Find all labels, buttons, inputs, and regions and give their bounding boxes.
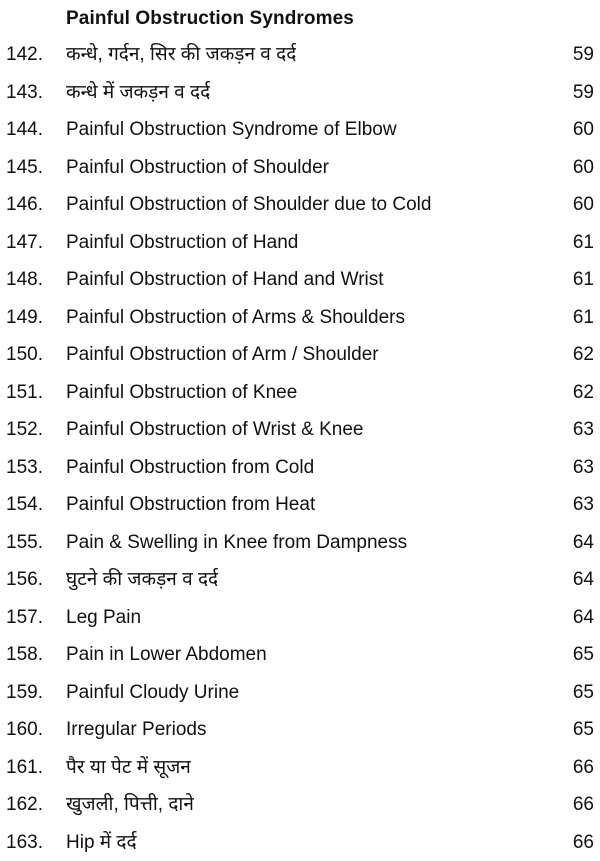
entry-number: 149. <box>6 299 43 337</box>
toc-entry <box>0 74 600 112</box>
entry-page-number: 62 <box>573 336 594 374</box>
entry-page-number: 59 <box>573 36 594 74</box>
toc-entry <box>0 374 600 412</box>
entry-title: Painful Obstruction Syndrome of Elbow <box>66 111 397 149</box>
entry-page-number: 66 <box>573 786 594 824</box>
toc-entry <box>0 636 600 674</box>
entry-page-number: 64 <box>573 561 594 599</box>
entry-page-number: 63 <box>573 486 594 524</box>
entry-title: Painful Obstruction of Shoulder <box>66 149 329 187</box>
entry-number: 143. <box>6 74 43 112</box>
toc-entry <box>0 486 600 524</box>
toc-entry <box>0 749 600 787</box>
toc-list <box>0 36 600 861</box>
entry-number: 145. <box>6 149 43 187</box>
entry-page-number: 65 <box>573 636 594 674</box>
toc-entry <box>0 224 600 262</box>
entry-title: Painful Obstruction of Hand <box>66 224 298 262</box>
entry-number: 157. <box>6 599 43 637</box>
toc-entry <box>0 186 600 224</box>
entry-page-number: 61 <box>573 261 594 299</box>
entry-number: 153. <box>6 449 43 487</box>
entry-number: 142. <box>6 36 43 74</box>
entry-number: 144. <box>6 111 43 149</box>
toc-entry <box>0 711 600 749</box>
entry-title: कन्धे, गर्दन, सिर की जकड़न व दर्द <box>66 36 296 74</box>
entry-page-number: 63 <box>573 411 594 449</box>
entry-number: 156. <box>6 561 43 599</box>
entry-title: Painful Obstruction from Cold <box>66 449 314 487</box>
entry-page-number: 64 <box>573 599 594 637</box>
entry-number: 154. <box>6 486 43 524</box>
entry-page-number: 64 <box>573 524 594 562</box>
toc-entry <box>0 261 600 299</box>
entry-title: Painful Obstruction of Arm / Shoulder <box>66 336 379 374</box>
entry-number: 146. <box>6 186 43 224</box>
toc-entry <box>0 786 600 824</box>
entry-title: घुटने की जकड़न व दर्द <box>66 561 218 599</box>
entry-number: 162. <box>6 786 43 824</box>
toc-entry <box>0 336 600 374</box>
toc-entry <box>0 111 600 149</box>
entry-title: Painful Obstruction of Wrist & Knee <box>66 411 363 449</box>
entry-page-number: 61 <box>573 224 594 262</box>
entry-number: 163. <box>6 824 43 861</box>
entry-title: Leg Pain <box>66 599 141 637</box>
toc-entry <box>0 824 600 861</box>
entry-number: 150. <box>6 336 43 374</box>
entry-page-number: 66 <box>573 824 594 861</box>
entry-page-number: 62 <box>573 374 594 412</box>
entry-number: 148. <box>6 261 43 299</box>
entry-page-number: 66 <box>573 749 594 787</box>
entry-title: खुजली, पित्ती, दाने <box>66 786 194 824</box>
entry-page-number: 65 <box>573 674 594 712</box>
entry-page-number: 60 <box>573 149 594 187</box>
entry-title: Irregular Periods <box>66 711 206 749</box>
entry-title: पैर या पेट में सूजन <box>66 749 191 787</box>
toc-entry <box>0 561 600 599</box>
toc-entry <box>0 524 600 562</box>
entry-number: 160. <box>6 711 43 749</box>
entry-page-number: 59 <box>573 74 594 112</box>
entry-number: 158. <box>6 636 43 674</box>
entry-title: Hip में दर्द <box>66 824 137 861</box>
entry-title: Painful Obstruction from Heat <box>66 486 315 524</box>
entry-title: Pain & Swelling in Knee from Dampness <box>66 524 407 562</box>
toc-entry <box>0 36 600 74</box>
entry-title: Painful Cloudy Urine <box>66 674 239 712</box>
entry-number: 155. <box>6 524 43 562</box>
entry-page-number: 63 <box>573 449 594 487</box>
entry-number: 152. <box>6 411 43 449</box>
toc-entry <box>0 149 600 187</box>
entry-title: कन्धे में जकड़न व दर्द <box>66 74 210 112</box>
entry-title: Painful Obstruction of Arms & Shoulders <box>66 299 405 337</box>
entry-number: 147. <box>6 224 43 262</box>
entry-title: Pain in Lower Abdomen <box>66 636 267 674</box>
toc-entry <box>0 599 600 637</box>
entry-number: 161. <box>6 749 43 787</box>
entry-title: Painful Obstruction of Hand and Wrist <box>66 261 384 299</box>
entry-number: 151. <box>6 374 43 412</box>
entry-page-number: 60 <box>573 111 594 149</box>
entry-title: Painful Obstruction of Knee <box>66 374 297 412</box>
entry-number: 159. <box>6 674 43 712</box>
entry-page-number: 65 <box>573 711 594 749</box>
entry-page-number: 61 <box>573 299 594 337</box>
entry-title: Painful Obstruction of Shoulder due to Cold <box>66 186 431 224</box>
toc-entry <box>0 411 600 449</box>
entry-page-number: 60 <box>573 186 594 224</box>
toc-entry <box>0 299 600 337</box>
toc-entry <box>0 674 600 712</box>
section-heading: Painful Obstruction Syndromes <box>66 8 354 30</box>
toc-entry <box>0 449 600 487</box>
